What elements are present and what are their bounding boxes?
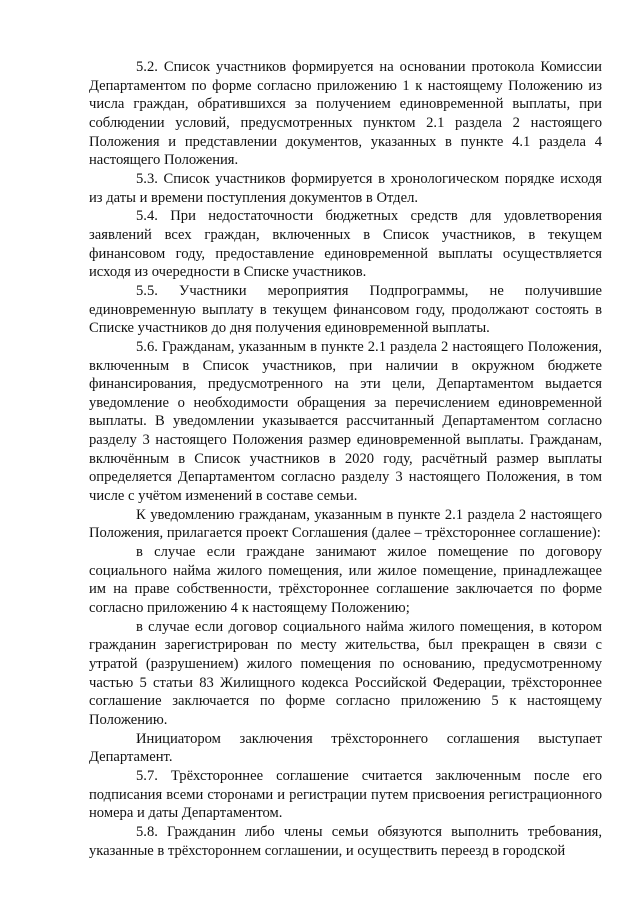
paragraph-notice-attachment: К уведомлению гражданам, указанным в пункте 2.1 раздела 2 настоящего Положения, прилагается проект Соглашения (далее – трёхстороннее соглашение):: [89, 506, 602, 542]
paragraph-5-2: 5.2. Список участников формируется на основании протокола Комиссии Департаментом по форме согласно приложению 1 к настоящему Положению из числа граждан, обратившихся за получением единовременной выплаты, при соблюдении условий, предусмотренных пунктом 2.1 раздела 2 настоящего Положения и представлении документов, указанных в пункте 4.1 раздела 4 настоящего Положения.: [89, 59, 602, 169]
paragraph-5-4: 5.4. При недостаточности бюджетных средств для удовлетворения заявлений всех граждан, включенных в Список участников, в текущем финансовом году, предоставление единовременной выплаты осуществляется исходя из очередности в Списке участников.: [89, 208, 602, 281]
paragraph-case-contract-terminated: в случае если договор социального найма жилого помещения, в котором гражданин зарегистрирован по месту жительства, был прекращен в связи с утратой (разрушением) жилого помещения по основанию, предусмотренному частью 5 статьи 83 Жилищного кодекса Российской Федерации, трёхстороннее соглашение заключается по форме согласно приложению 5 к настоящему Положению.: [89, 618, 602, 728]
paragraph-5-3: 5.3. Список участников формируется в хронологическом порядке исходя из даты и времени поступления документов в Отдел.: [89, 170, 602, 206]
paragraph-5-5: 5.5. Участники мероприятия Подпрограммы, не получившие единовременную выплату в текущем финансовом году, продолжают состоять в Списке участников до дня получения единовременной выплаты.: [89, 282, 602, 337]
paragraph-5-7: 5.7. Трёхстороннее соглашение считается заключенным после его подписания всеми сторонами и регистрации путем присвоения регистрационного номера и даты Департаментом.: [89, 767, 602, 822]
paragraph-5-6: 5.6. Гражданам, указанным в пункте 2.1 раздела 2 настоящего Положения, включенным в Список участников, при наличии в окружном бюджете финансирования, предусмотренного на эти цели, Департаментом выдается уведомление о необходимости обращения за перечислением единовременной выплаты. В уведомлении указывается рассчитанный Департаментом согласно разделу 3 настоящего Положения размер единовременной выплаты. Гражданам, включённым в Список участников в 2020 году, расчётный размер выплаты определяется Департаментом согласно разделу 3 настоящего Положения, в том числе с учётом изменений в составе семьи.: [89, 338, 602, 505]
paragraph-case-social-rent: в случае если граждане занимают жилое помещение по договору социального найма жилого помещения, или жилое помещение, принадлежащее им на праве собственности, трёхстороннее соглашение заключается по форме согласно приложению 4 к настоящему Положению;: [89, 544, 602, 617]
document-page: [89, 58, 602, 860]
paragraph-initiator: Инициатором заключения трёхстороннего соглашения выступает Департамент.: [89, 730, 602, 766]
paragraph-5-8: 5.8. Гражданин либо члены семьи обязуются выполнить требования, указанные в трёхстороннем соглашении, и осуществить переезд в городской: [89, 823, 602, 859]
